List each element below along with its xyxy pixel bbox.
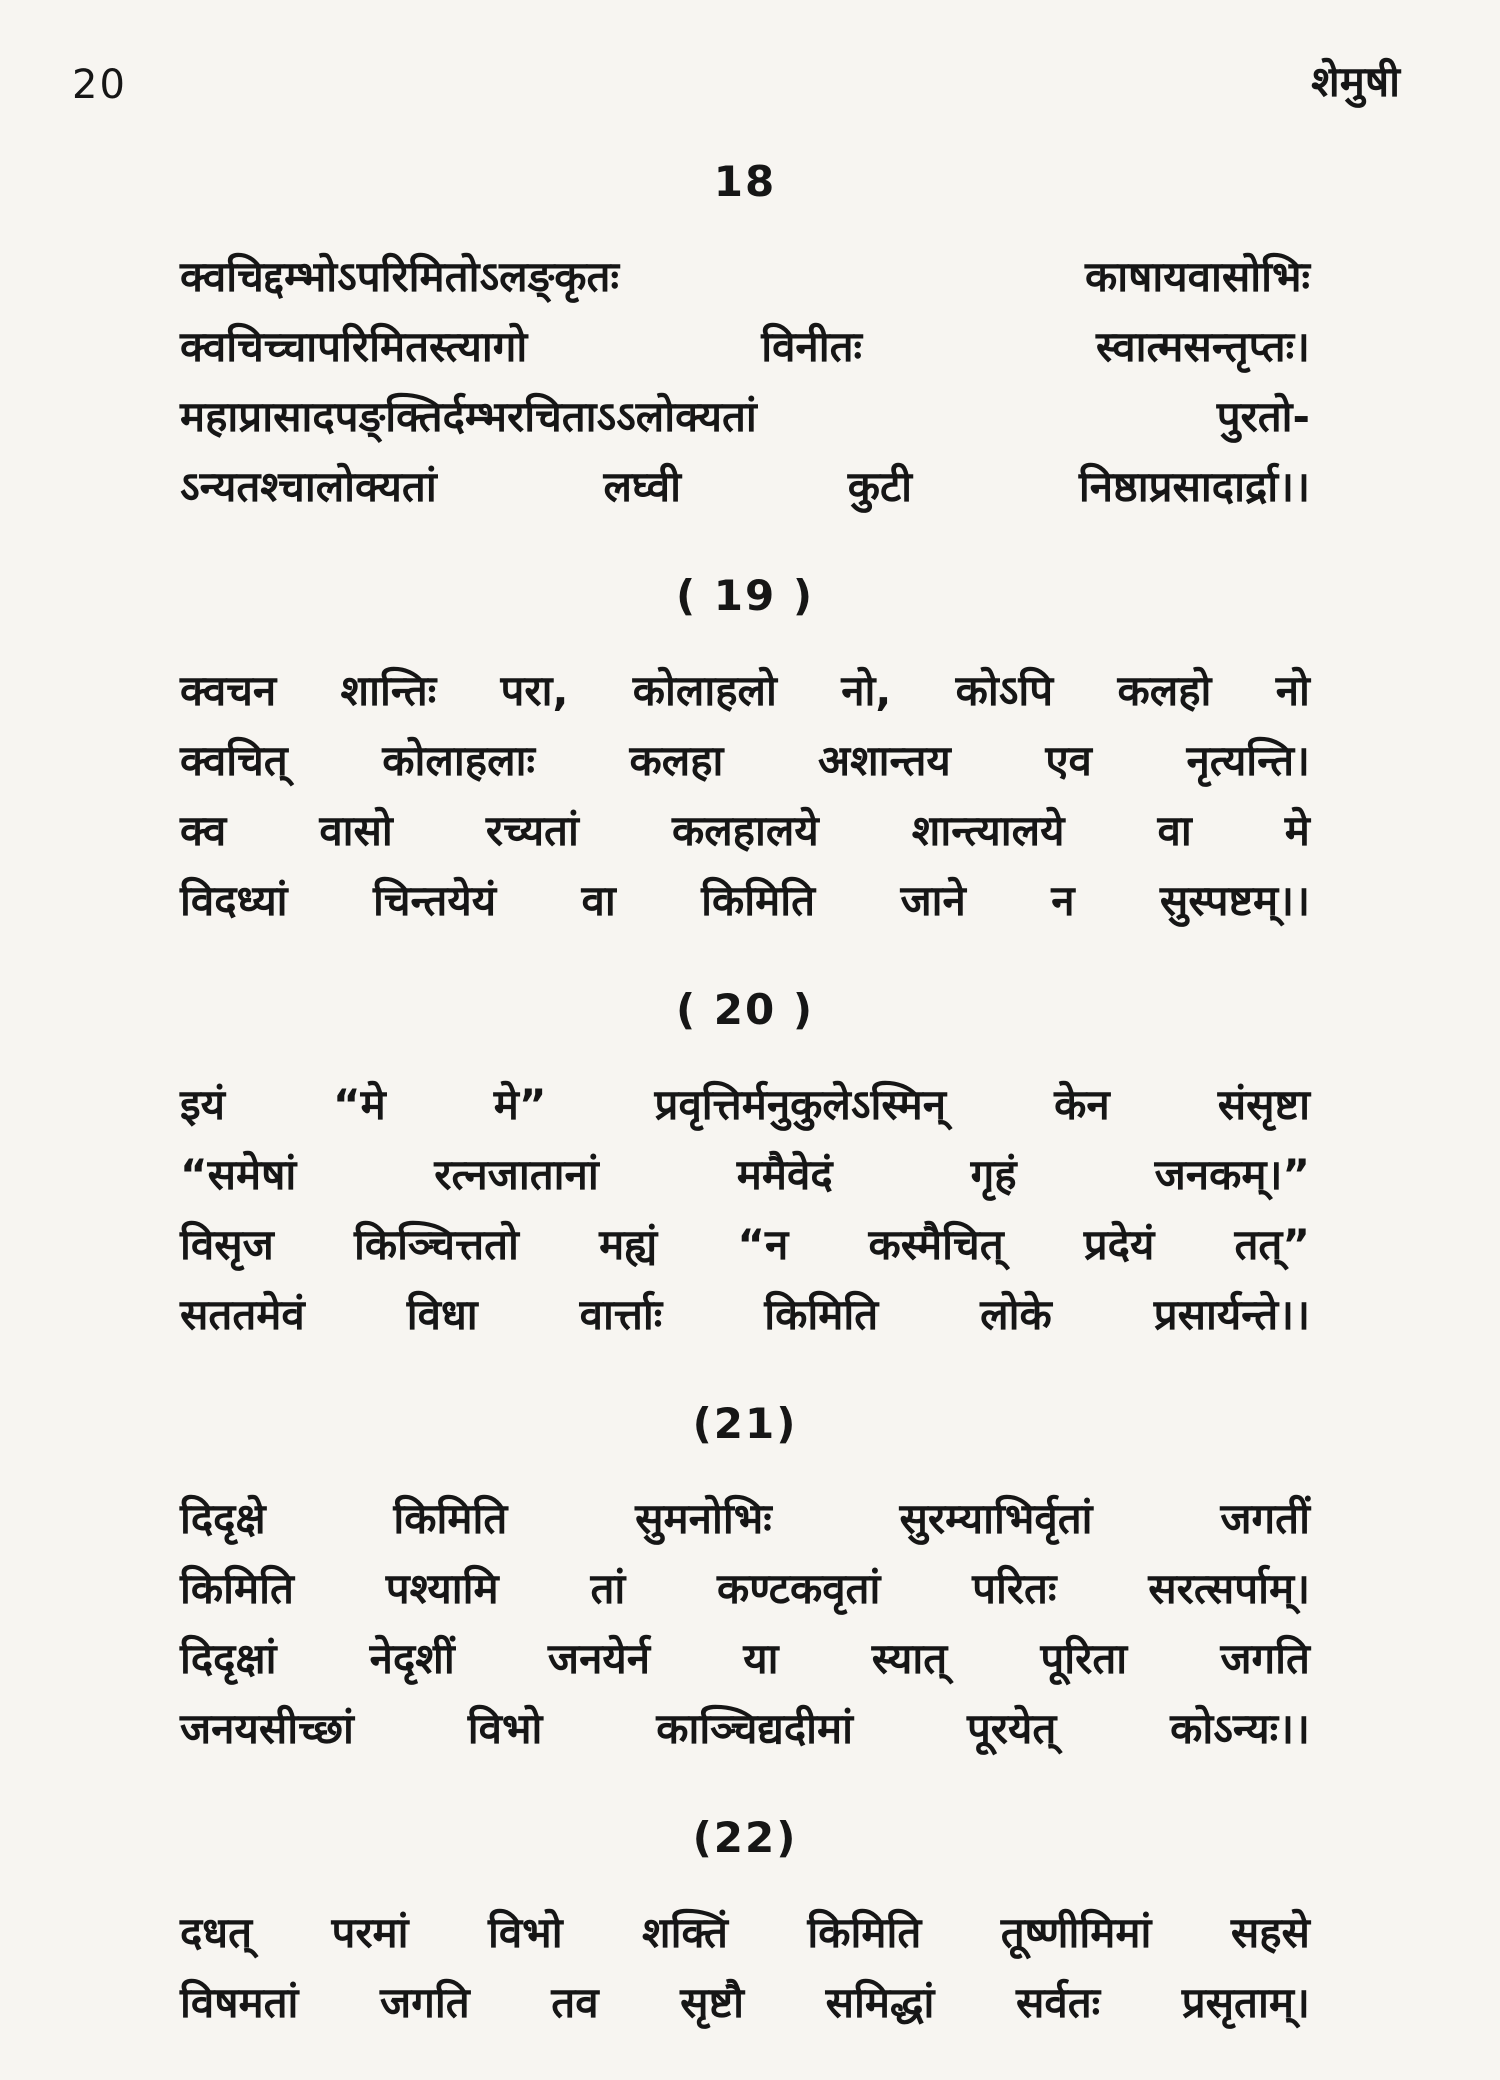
verse-word: सहसे [1230, 1908, 1310, 1957]
verse-word: कस्मैचित् [868, 1220, 1004, 1269]
verse-word: कोऽन्यः।। [1170, 1704, 1310, 1753]
verse-word: स्यात् [871, 1634, 948, 1683]
verse-word: कलहालये [671, 806, 819, 855]
verse-word: वा [1157, 806, 1192, 855]
verse-line [180, 1968, 1310, 2038]
verse-number: 18 [713, 157, 777, 206]
verse-word: विषमतां [180, 1978, 299, 2027]
verse-word: सततमेवं [180, 1290, 305, 1339]
verse-word: पुरतो- [1216, 392, 1310, 441]
verse-word: किमिति [701, 876, 816, 925]
verse-word: इयं [180, 1080, 225, 1129]
verse-word: गृहं [970, 1150, 1017, 1199]
verse-word: क्व [180, 806, 227, 855]
verse-word: कोलाहलो [632, 666, 777, 715]
verse-word: क्वचिच्चापरिमितस्त्यागो [180, 322, 528, 371]
verse-word: प्रदेयं [1083, 1220, 1155, 1269]
verse-word: क्वचित् [180, 736, 288, 785]
verse-word: या [743, 1634, 779, 1683]
verse-line [180, 382, 1310, 452]
verse-word: कण्टकवृतां [717, 1564, 881, 1613]
verse-22 [180, 1806, 1310, 2038]
verse-word: कोलाहलाः [382, 736, 535, 785]
verse-line [180, 726, 1310, 796]
verse-word: स्वात्मसन्तृप्तः। [1095, 322, 1310, 371]
verse-word: तव [551, 1978, 599, 2027]
verse-word: किमिति [393, 1494, 508, 1543]
verse-word: अशान्तय [817, 736, 951, 785]
verse-word: प्रसृताम्। [1181, 1978, 1310, 2027]
verse-number: (22) [692, 1813, 798, 1862]
verse-word: प्रवृत्तिर्मनुकुलेऽस्मिन् [654, 1080, 947, 1129]
verse-line [180, 452, 1310, 522]
verse-word: “मे [333, 1080, 386, 1129]
verse-line [180, 1484, 1310, 1554]
verse-number: ( 19 ) [675, 571, 815, 620]
verse-line [180, 656, 1310, 726]
verses-container [180, 150, 1310, 2080]
verse-word: क्वचन [180, 666, 277, 715]
verse-line [180, 1694, 1310, 1764]
verse-word: विनीतः [761, 322, 863, 371]
verse-word: ऽन्यतश्चालोक्यतां [180, 462, 437, 511]
verse-word: “न [737, 1220, 789, 1269]
verse-word: सर्वतः [1016, 1978, 1101, 2027]
stanza [180, 242, 1310, 522]
verse-line [180, 1554, 1310, 1624]
verse-number: (21) [692, 1399, 798, 1448]
verse-word: विसृज [180, 1220, 274, 1269]
verse-word: काषायवासोभिः [1084, 252, 1310, 301]
verse-word: जनयेर्न [547, 1634, 651, 1683]
verse-word: एव [1045, 736, 1092, 785]
verse-word: शान्त्यालये [911, 806, 1065, 855]
verse-word: समिद्धां [825, 1978, 935, 2027]
verse-word: शक्तिं [642, 1908, 728, 1957]
verse-word: संसृष्टा [1217, 1080, 1310, 1129]
verse-word: सुरम्याभिर्वृतां [899, 1494, 1093, 1543]
verse-word: काञ्चिद्यदीमां [656, 1704, 854, 1753]
verse-19 [180, 564, 1310, 936]
verse-word: कोऽपि [955, 666, 1054, 715]
verse-21 [180, 1392, 1310, 1764]
verse-word: किमिति [764, 1290, 879, 1339]
verse-word: विदध्यां [180, 876, 288, 925]
verse-word: जगति [380, 1978, 470, 2027]
verse-word: दिदृक्षे [180, 1494, 266, 1543]
verse-word: केन [1054, 1080, 1110, 1129]
verse-line [180, 1210, 1310, 1280]
verse-word: मह्यं [599, 1220, 658, 1269]
verse-word: वा [581, 876, 616, 925]
verse-number: ( 20 ) [675, 985, 815, 1034]
verse-word: रच्यतां [485, 806, 579, 855]
verse-word: कलहो [1117, 666, 1212, 715]
verse-word: नो [1275, 666, 1310, 715]
verse-word: जाने [900, 876, 966, 925]
verse-word: मे” [493, 1080, 547, 1129]
verse-line [180, 242, 1310, 312]
verse-word: लघ्वी [603, 462, 681, 511]
verse-word: किमिति [180, 1564, 294, 1613]
verse-word: ममैवेदं [736, 1150, 833, 1199]
stanza [180, 656, 1310, 936]
verse-word: पूरिता [1040, 1634, 1128, 1683]
stanza [180, 1070, 1310, 1350]
verse-word: दधत् [180, 1908, 253, 1957]
verse-word: वार्त्ताः [579, 1290, 663, 1339]
verse-word: तत्” [1234, 1220, 1310, 1269]
stanza [180, 1898, 1310, 2038]
verse-word: नृत्यन्ति। [1186, 736, 1310, 785]
verse-word: महाप्रासादपङ्क्तिर्दम्भरचिताऽऽलोक्यतां [180, 392, 757, 441]
verse-word: लोके [980, 1290, 1052, 1339]
verse-20 [180, 978, 1310, 1350]
verse-word: न [1051, 876, 1075, 925]
verse-word: किञ्चित्ततो [353, 1220, 519, 1269]
verse-word: कुटी [847, 462, 913, 511]
verse-word: विभो [467, 1704, 543, 1753]
verse-word: शान्तिः [340, 666, 437, 715]
verse-word: परमां [331, 1908, 409, 1957]
verse-line [180, 866, 1310, 936]
verse-word: विधा [406, 1290, 478, 1339]
verse-word: पश्यामि [385, 1564, 499, 1613]
page-number: 20 [72, 62, 127, 108]
verse-line [180, 1898, 1310, 1968]
verse-line [180, 312, 1310, 382]
verse-word: क्वचिद्दम्भोऽपरिमितोऽलङ्कृतः [180, 252, 619, 301]
verse-word: परा, [500, 666, 569, 715]
verse-word: तूष्णीमिमां [1000, 1908, 1152, 1957]
verse-word: किमिति [807, 1908, 922, 1957]
verse-word: जगतीं [1220, 1494, 1310, 1543]
verse-line [180, 1140, 1310, 1210]
verse-word: विभो [487, 1908, 563, 1957]
verse-line [180, 796, 1310, 866]
verse-word: नो, [841, 666, 892, 715]
verse-word: जनकम्।” [1154, 1150, 1310, 1199]
verse-word: दिदृक्षां [180, 1634, 277, 1683]
verse-word: मे [1284, 806, 1310, 855]
verse-word: कलहा [629, 736, 724, 785]
verse-line [180, 1624, 1310, 1694]
verse-18 [180, 150, 1310, 522]
verse-word: सरत्सर्पाम्। [1148, 1564, 1310, 1613]
verse-word: सुमनोभिः [635, 1494, 772, 1543]
verse-word: “समेषां [180, 1150, 297, 1199]
verse-word: तां [590, 1564, 626, 1613]
verse-word: सुस्पष्टम्।। [1159, 876, 1310, 925]
verse-word: प्रसार्यन्ते।। [1153, 1290, 1310, 1339]
verse-word: पूरयेत् [966, 1704, 1057, 1753]
verse-word: जनयसीच्छां [180, 1704, 354, 1753]
stanza [180, 1484, 1310, 1764]
verse-word: नेदृशीं [369, 1634, 455, 1683]
verse-line [180, 1280, 1310, 1350]
verse-word: रत्नजातानां [434, 1150, 599, 1199]
verse-word: सृष्टौ [680, 1978, 744, 2027]
verse-word: परितः [972, 1564, 1057, 1613]
verse-line [180, 1070, 1310, 1140]
running-head: शेमुषी [1311, 57, 1400, 106]
verse-word: वासो [319, 806, 393, 855]
verse-word: निष्ठाप्रसादार्द्रा।। [1078, 462, 1310, 511]
verse-word: जगति [1220, 1634, 1310, 1683]
verse-word: चिन्तयेयं [372, 876, 497, 925]
